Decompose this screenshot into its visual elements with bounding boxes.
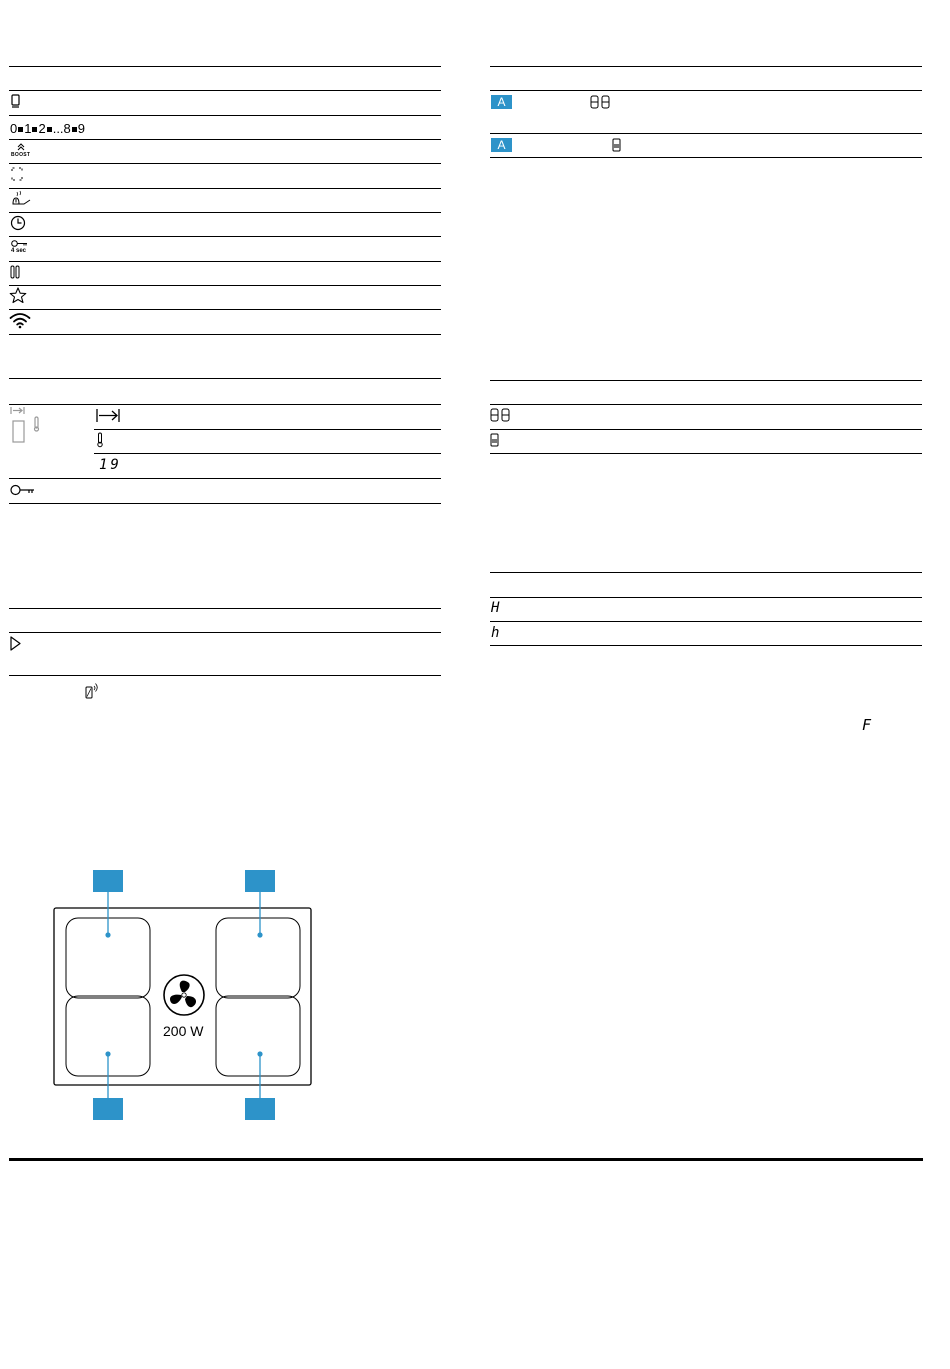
temperature-value: 19	[99, 457, 122, 473]
childlock-4sec-icon	[11, 240, 29, 247]
timer-icon	[10, 215, 26, 231]
table2-row-line	[9, 404, 441, 405]
arrow-to-line-icon	[96, 408, 121, 423]
rtable1-row-line	[490, 133, 922, 134]
childlock-4sec-label: 4 sec	[11, 248, 27, 254]
single-zone-icon	[612, 138, 622, 152]
table1-row-line	[9, 212, 441, 213]
favourite-star-icon	[9, 287, 27, 304]
table1-row-line	[9, 309, 441, 310]
rtable3-header-line	[490, 572, 922, 573]
double-zone-icon	[490, 408, 512, 422]
table1-row-line	[9, 163, 441, 164]
frying-sensor-icon	[10, 190, 32, 207]
table1-row-line	[9, 90, 441, 91]
rtable3-row-line	[490, 645, 922, 646]
table3-row-line	[9, 632, 441, 633]
badge-a: A	[491, 95, 512, 109]
table3-header-line	[9, 608, 441, 609]
display-icon	[10, 406, 40, 448]
table1-row-line	[9, 236, 441, 237]
hob-wattage-label: 200 W	[163, 1023, 204, 1039]
table1-row-line	[9, 115, 441, 116]
table2-row-line	[9, 478, 441, 479]
table1-row-line	[9, 261, 441, 262]
thermometer-icon	[97, 432, 103, 448]
table3-row-line	[9, 675, 441, 676]
fan-icon	[164, 975, 204, 1015]
rtable1-row-line	[490, 90, 922, 91]
double-zone-icon	[590, 95, 612, 109]
key-icon	[10, 484, 36, 496]
rtable2-row-line	[490, 404, 922, 405]
rtable2-header-line	[490, 380, 922, 381]
residual-heat-high-code: H	[491, 600, 500, 616]
table1-row-line	[9, 139, 441, 140]
boost-label: BOOST	[11, 152, 31, 158]
table2-subrow-line	[94, 429, 441, 430]
pause-icon	[10, 265, 22, 279]
rtable1-row-line	[490, 157, 922, 158]
badge-a: A	[491, 138, 512, 152]
rtable1-header-line	[490, 66, 922, 67]
hob-diagram	[52, 870, 314, 1122]
rtable3-row-line	[490, 597, 922, 598]
phone-icon	[11, 94, 21, 109]
rtable2-row-line	[490, 429, 922, 430]
remote-start-icon	[85, 682, 99, 699]
table1-row-line	[9, 285, 441, 286]
footer-rule	[9, 1158, 923, 1161]
table2-subrow-line	[94, 453, 441, 454]
table1-row-line	[9, 188, 441, 189]
fault-code: F	[862, 716, 872, 734]
table1-row-line	[9, 334, 441, 335]
single-zone-icon	[490, 433, 500, 447]
table2-header-line	[9, 378, 441, 379]
table1-header-line	[9, 66, 441, 67]
play-triangle-icon	[10, 636, 21, 651]
pan-detection-icon	[11, 167, 23, 181]
rtable2-row-line	[490, 453, 922, 454]
table2-row-line	[9, 503, 441, 504]
rtable3-row-line	[490, 621, 922, 622]
power-level-scale: 0 1 2 ...8 9	[10, 121, 86, 136]
wifi-icon	[9, 312, 31, 329]
residual-heat-low-code: h	[491, 625, 500, 641]
boost-icon	[12, 143, 30, 151]
